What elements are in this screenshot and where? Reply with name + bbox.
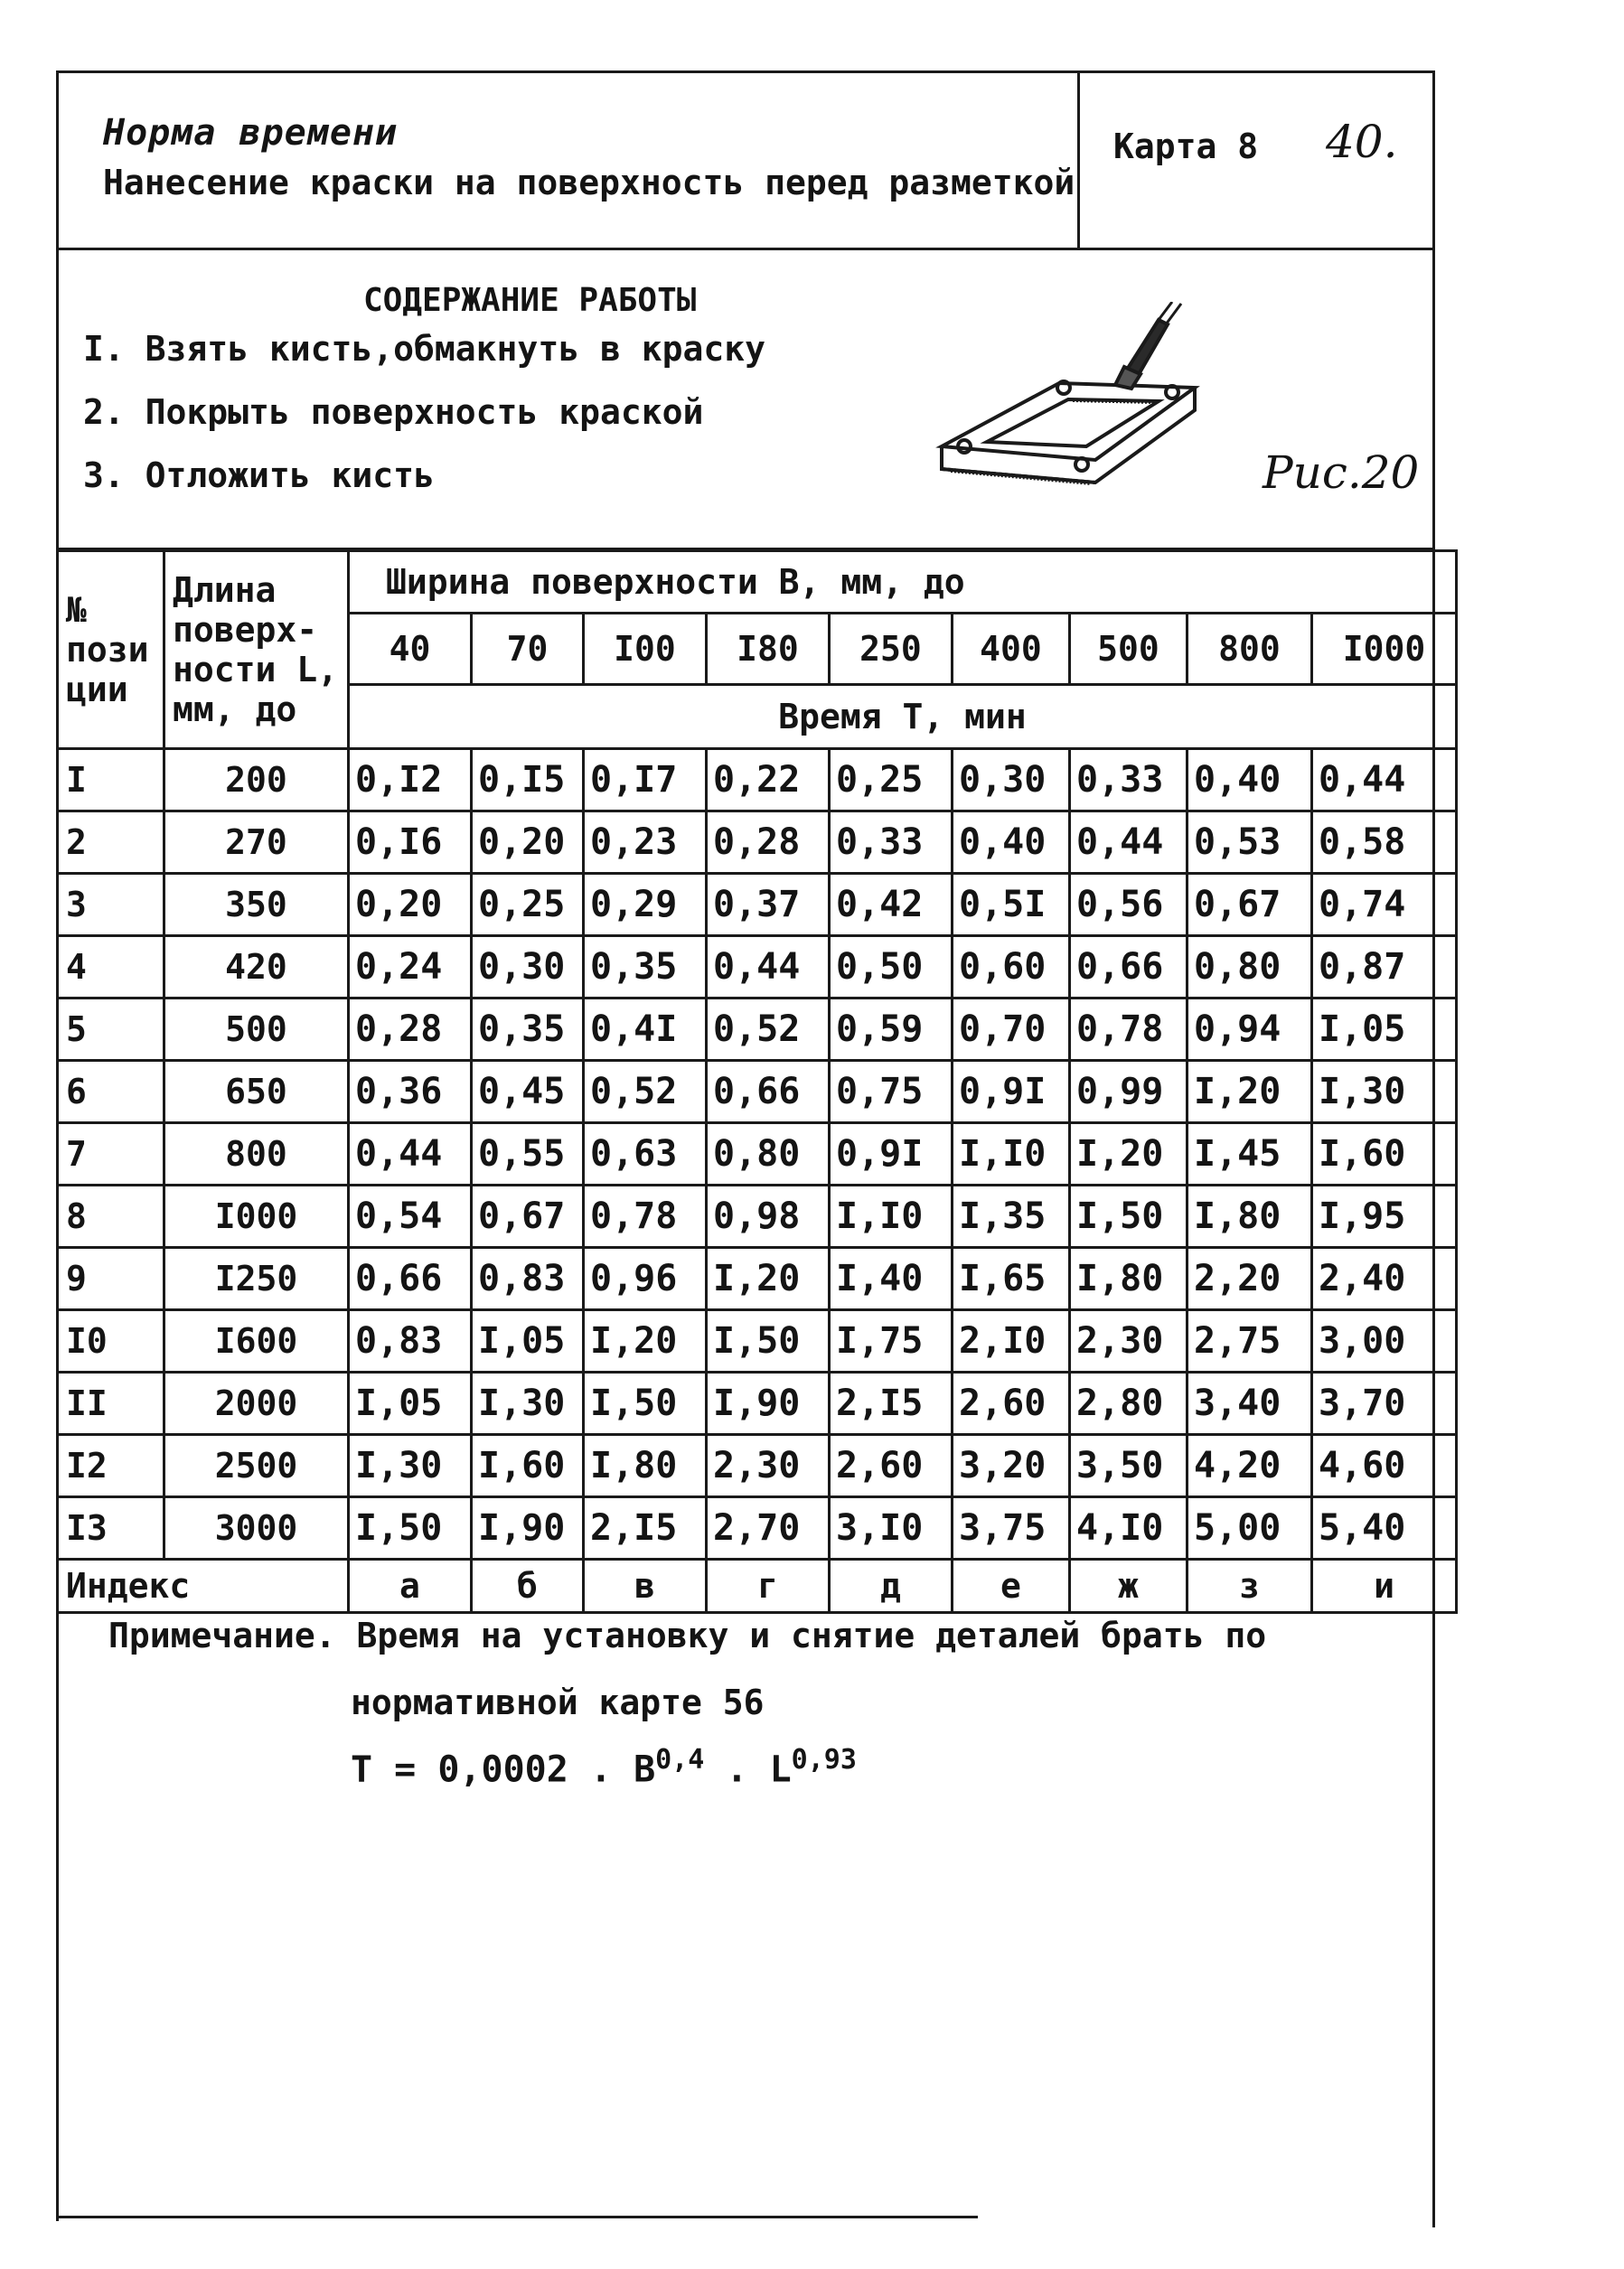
time-value-cell: 0,22 — [707, 749, 830, 811]
time-value-cell: 0,52 — [707, 999, 830, 1061]
time-value-cell: I,35 — [953, 1186, 1070, 1248]
table-row — [58, 1186, 1457, 1248]
index-letter: ж — [1070, 1560, 1187, 1613]
note-continuation: нормативной карте 56 — [351, 1683, 765, 1722]
work-step: 2. Покрыть поверхность краской — [83, 392, 704, 432]
note-text: Примечание. Время на установку и снятие деталей брать по — [108, 1616, 1267, 1655]
operation-title: Нанесение краски на поверхность перед разметкой — [103, 163, 1075, 202]
time-value-cell: 0,63 — [584, 1123, 707, 1186]
index-letter: в — [584, 1560, 707, 1613]
time-value-cell: I,05 — [472, 1310, 584, 1373]
position-cell: I0 — [58, 1310, 164, 1373]
time-value-cell: 3,40 — [1187, 1373, 1312, 1435]
time-value-cell: I,I0 — [830, 1186, 953, 1248]
length-cell: 270 — [164, 811, 349, 874]
time-value-cell: 0,29 — [584, 874, 707, 936]
position-cell: 6 — [58, 1061, 164, 1123]
time-value-cell: 0,44 — [349, 1123, 472, 1186]
length-cell: 650 — [164, 1061, 349, 1123]
time-value-cell: 0,52 — [584, 1061, 707, 1123]
sheet-right-border-lower — [1432, 1604, 1435, 2227]
time-value-cell: 4,I0 — [1070, 1497, 1187, 1560]
time-value-cell: 2,30 — [1070, 1310, 1187, 1373]
position-cell: I2 — [58, 1435, 164, 1497]
work-step: I. Взять кисть,обмакнуть в краску — [83, 329, 765, 369]
time-value-cell: 0,78 — [584, 1186, 707, 1248]
time-value-cell: 2,80 — [1070, 1373, 1187, 1435]
page-number: 40. — [1326, 116, 1398, 168]
time-value-cell: 0,23 — [584, 811, 707, 874]
time-value-cell: I,20 — [584, 1310, 707, 1373]
time-value-cell: I,20 — [1187, 1061, 1312, 1123]
time-value-cell: 0,80 — [707, 1123, 830, 1186]
time-value-cell: I,30 — [1312, 1061, 1457, 1123]
time-value-cell: 0,I2 — [349, 749, 472, 811]
position-cell: 7 — [58, 1123, 164, 1186]
position-column-header: № пози ции — [58, 551, 164, 749]
position-cell: I3 — [58, 1497, 164, 1560]
index-letter: г — [707, 1560, 830, 1613]
index-label: Индекс — [58, 1560, 349, 1613]
time-value-cell: I,80 — [1070, 1248, 1187, 1310]
time-value-cell: I,45 — [1187, 1123, 1312, 1186]
index-letter: е — [953, 1560, 1070, 1613]
header-divider — [1077, 70, 1080, 248]
time-value-cell: 2,40 — [1312, 1248, 1457, 1310]
position-cell: 5 — [58, 999, 164, 1061]
time-header: Время Т, мин — [349, 685, 1457, 749]
time-value-cell: 0,66 — [1070, 936, 1187, 999]
time-value-cell: 2,20 — [1187, 1248, 1312, 1310]
time-value-cell: I,30 — [472, 1373, 584, 1435]
time-value-cell: 0,44 — [1312, 749, 1457, 811]
time-value-cell: 2,60 — [830, 1435, 953, 1497]
norm-title: Норма времени — [103, 112, 399, 154]
time-value-cell: 0,74 — [1312, 874, 1457, 936]
time-value-cell: 5,40 — [1312, 1497, 1457, 1560]
time-value-cell: 0,83 — [472, 1248, 584, 1310]
index-letter: з — [1187, 1560, 1312, 1613]
time-value-cell: 0,44 — [1070, 811, 1187, 874]
time-value-cell: 3,50 — [1070, 1435, 1187, 1497]
table-row — [58, 749, 1457, 811]
time-value-cell: I,90 — [472, 1497, 584, 1560]
time-value-cell: 0,25 — [830, 749, 953, 811]
formula-exponent-l: 0,93 — [791, 1744, 857, 1776]
index-row — [58, 1560, 1457, 1613]
length-cell: 3000 — [164, 1497, 349, 1560]
time-value-cell: 0,94 — [1187, 999, 1312, 1061]
time-value-cell: 0,4I — [584, 999, 707, 1061]
time-value-cell: 0,30 — [953, 749, 1070, 811]
time-value-cell: I,60 — [472, 1435, 584, 1497]
time-value-cell: 0,54 — [349, 1186, 472, 1248]
time-value-cell: 0,20 — [349, 874, 472, 936]
time-value-cell: 0,35 — [584, 936, 707, 999]
painted-frame-illustration — [915, 302, 1294, 519]
time-value-cell: 0,50 — [830, 936, 953, 999]
length-cell: I250 — [164, 1248, 349, 1310]
position-cell: 2 — [58, 811, 164, 874]
time-value-cell: I,20 — [707, 1248, 830, 1310]
time-value-cell: I,80 — [1187, 1186, 1312, 1248]
time-value-cell: 4,20 — [1187, 1435, 1312, 1497]
time-value-cell: 0,24 — [349, 936, 472, 999]
time-value-cell: 3,70 — [1312, 1373, 1457, 1435]
time-value-cell: 0,33 — [830, 811, 953, 874]
time-value-cell: 0,40 — [1187, 749, 1312, 811]
width-value: 500 — [1070, 614, 1187, 685]
table-row — [58, 1248, 1457, 1310]
time-value-cell: I,50 — [1070, 1186, 1187, 1248]
time-value-cell: I,90 — [707, 1373, 830, 1435]
time-value-cell: 0,45 — [472, 1061, 584, 1123]
position-cell: 9 — [58, 1248, 164, 1310]
time-value-cell: I,50 — [349, 1497, 472, 1560]
header — [56, 70, 1432, 250]
time-value-cell: 3,I0 — [830, 1497, 953, 1560]
time-value-cell: 0,66 — [707, 1061, 830, 1123]
time-value-cell: 2,75 — [1187, 1310, 1312, 1373]
time-value-cell: 0,37 — [707, 874, 830, 936]
time-value-cell: 0,67 — [1187, 874, 1312, 936]
time-value-cell: 0,I5 — [472, 749, 584, 811]
work-heading: СОДЕРЖАНИЕ РАБОТЫ — [363, 282, 697, 319]
table-row — [58, 936, 1457, 999]
time-value-cell: 0,53 — [1187, 811, 1312, 874]
time-value-cell: 0,36 — [349, 1061, 472, 1123]
index-letter: и — [1312, 1560, 1457, 1613]
time-value-cell: 2,30 — [707, 1435, 830, 1497]
time-value-cell: 0,30 — [472, 936, 584, 999]
width-value: 800 — [1187, 614, 1312, 685]
width-value: I000 — [1312, 614, 1457, 685]
time-value-cell: I,50 — [584, 1373, 707, 1435]
length-cell: 420 — [164, 936, 349, 999]
length-cell: I000 — [164, 1186, 349, 1248]
width-value: I00 — [584, 614, 707, 685]
index-letter: д — [830, 1560, 953, 1613]
table-row — [58, 1497, 1457, 1560]
time-value-cell: I,20 — [1070, 1123, 1187, 1186]
time-value-cell: 0,66 — [349, 1248, 472, 1310]
length-cell: 800 — [164, 1123, 349, 1186]
time-value-cell: 3,00 — [1312, 1310, 1457, 1373]
time-value-cell: 0,70 — [953, 999, 1070, 1061]
formula-exponent-b: 0,4 — [655, 1744, 705, 1776]
time-value-cell: 0,87 — [1312, 936, 1457, 999]
position-cell: 8 — [58, 1186, 164, 1248]
table-row — [58, 1435, 1457, 1497]
time-norms-table — [56, 549, 1458, 1614]
time-value-cell: I,95 — [1312, 1186, 1457, 1248]
time-value-cell: 2,I5 — [584, 1497, 707, 1560]
formula-length: . L — [704, 1749, 792, 1791]
time-value-cell: 0,96 — [584, 1248, 707, 1310]
position-cell: I — [58, 749, 164, 811]
time-value-cell: 0,99 — [1070, 1061, 1187, 1123]
time-value-cell: I,80 — [584, 1435, 707, 1497]
time-value-cell: 3,75 — [953, 1497, 1070, 1560]
formula-base: Т = 0,0002 . В — [351, 1749, 656, 1791]
time-value-cell: 0,58 — [1312, 811, 1457, 874]
time-value-cell: 0,5I — [953, 874, 1070, 936]
table-row — [58, 999, 1457, 1061]
time-value-cell: 0,33 — [1070, 749, 1187, 811]
time-value-cell: 0,60 — [953, 936, 1070, 999]
time-value-cell: I,60 — [1312, 1123, 1457, 1186]
length-cell: 2000 — [164, 1373, 349, 1435]
time-value-cell: 2,70 — [707, 1497, 830, 1560]
time-value-cell: I,75 — [830, 1310, 953, 1373]
index-letter: б — [472, 1560, 584, 1613]
width-value: 40 — [349, 614, 472, 685]
time-value-cell: 0,98 — [707, 1186, 830, 1248]
index-letter: а — [349, 1560, 472, 1613]
time-value-cell: 0,20 — [472, 811, 584, 874]
time-value-cell: 2,I5 — [830, 1373, 953, 1435]
length-cell: 200 — [164, 749, 349, 811]
position-cell: 3 — [58, 874, 164, 936]
width-value: 400 — [953, 614, 1070, 685]
width-header: Ширина поверхности В, мм, до — [349, 551, 1457, 614]
time-value-cell: I,05 — [1312, 999, 1457, 1061]
time-value-cell: 0,35 — [472, 999, 584, 1061]
time-value-cell: I,30 — [349, 1435, 472, 1497]
time-value-cell: 0,56 — [1070, 874, 1187, 936]
time-value-cell: 0,42 — [830, 874, 953, 936]
sheet-bottom-border — [56, 2216, 978, 2218]
time-value-cell: 0,55 — [472, 1123, 584, 1186]
card-number: Карта 8 — [1113, 127, 1259, 166]
time-formula — [351, 1744, 857, 1790]
length-cell: 2500 — [164, 1435, 349, 1497]
time-value-cell: 5,00 — [1187, 1497, 1312, 1560]
time-value-cell: I,05 — [349, 1373, 472, 1435]
time-value-cell: 2,I0 — [953, 1310, 1070, 1373]
work-content-section — [56, 248, 1432, 550]
table-row — [58, 811, 1457, 874]
time-value-cell: 4,60 — [1312, 1435, 1457, 1497]
time-value-cell: 0,83 — [349, 1310, 472, 1373]
position-cell: II — [58, 1373, 164, 1435]
time-value-cell: 3,20 — [953, 1435, 1070, 1497]
time-value-cell: 0,44 — [707, 936, 830, 999]
time-value-cell: 0,78 — [1070, 999, 1187, 1061]
time-value-cell: 0,40 — [953, 811, 1070, 874]
time-value-cell: 0,80 — [1187, 936, 1312, 999]
time-value-cell: 0,75 — [830, 1061, 953, 1123]
length-cell: 350 — [164, 874, 349, 936]
time-value-cell: 2,60 — [953, 1373, 1070, 1435]
table-row — [58, 874, 1457, 936]
time-value-cell: I,65 — [953, 1248, 1070, 1310]
time-value-cell: 0,67 — [472, 1186, 584, 1248]
table-row — [58, 1123, 1457, 1186]
figure-label: Рис.20 — [1263, 446, 1420, 499]
time-value-cell: I,50 — [707, 1310, 830, 1373]
length-column-header: Длина поверх- ности L, мм, до — [164, 551, 349, 749]
length-cell: 500 — [164, 999, 349, 1061]
table-row — [58, 1310, 1457, 1373]
time-value-cell: 0,28 — [707, 811, 830, 874]
position-cell: 4 — [58, 936, 164, 999]
time-value-cell: 0,28 — [349, 999, 472, 1061]
width-value: 70 — [472, 614, 584, 685]
time-value-cell: 0,25 — [472, 874, 584, 936]
width-value: I80 — [707, 614, 830, 685]
work-step: 3. Отложить кисть — [83, 455, 435, 495]
time-value-cell: 0,I6 — [349, 811, 472, 874]
time-value-cell: 0,59 — [830, 999, 953, 1061]
time-value-cell: 0,9I — [830, 1123, 953, 1186]
time-value-cell: 0,I7 — [584, 749, 707, 811]
width-value: 250 — [830, 614, 953, 685]
table-row — [58, 1373, 1457, 1435]
table-row — [58, 1061, 1457, 1123]
time-value-cell: I,I0 — [953, 1123, 1070, 1186]
time-value-cell: I,40 — [830, 1248, 953, 1310]
length-cell: I600 — [164, 1310, 349, 1373]
time-value-cell: 0,9I — [953, 1061, 1070, 1123]
